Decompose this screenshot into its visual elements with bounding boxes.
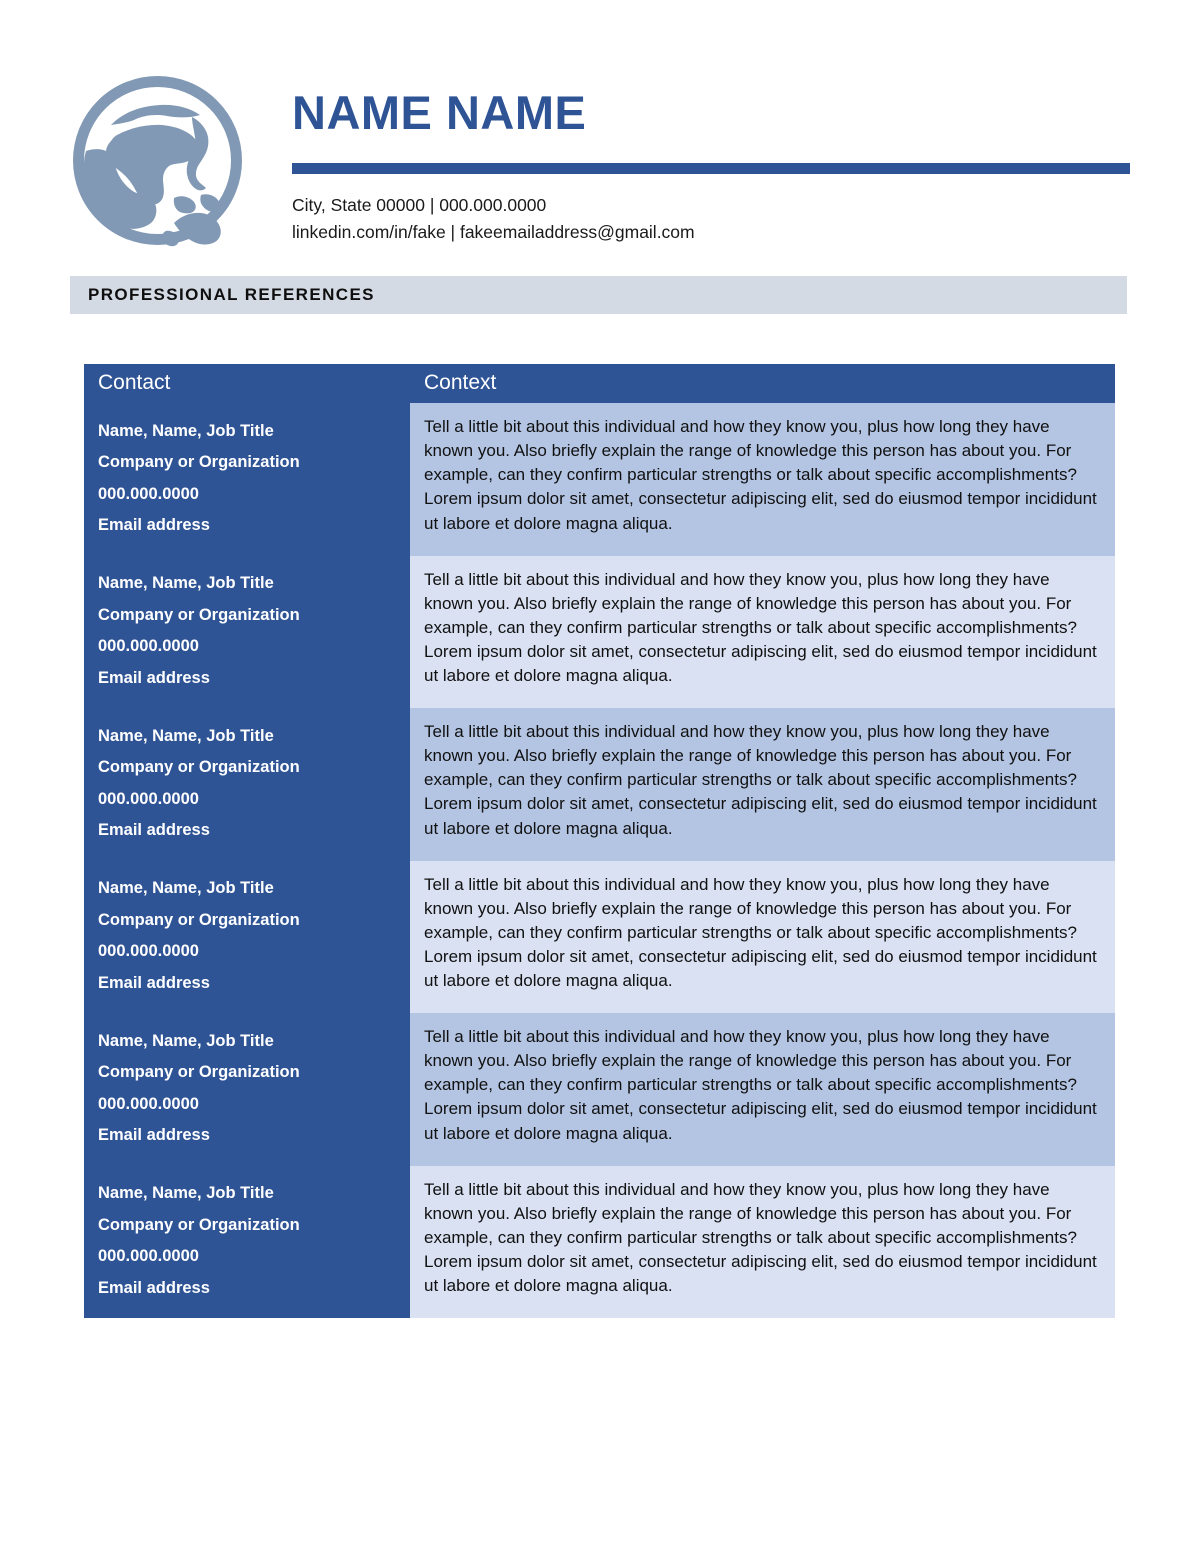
reference-context-cell: Tell a little bit about this individual and how they know you, plus how long they have known you. Also briefly explain the range of knowledge this person has about you. For example, can they confirm particular strengths or talk about specific accomplishments? Lorem ipsum dolor sit amet, consectetur adipiscing elit, sed do eiusmod tempor incididunt ut labore et dolore magna aliqua. (410, 403, 1115, 556)
reference-contact-cell (84, 708, 410, 861)
header-text-block (292, 68, 1130, 247)
reference-email: Email address (98, 1126, 210, 1145)
reference-context-cell: Tell a little bit about this individual and how they know you, plus how long they have known you. Also briefly explain the range of knowledge this person has about you. For example, can they confirm particular strengths or talk about specific accomplishments? Lorem ipsum dolor sit amet, consectetur adipiscing elit, sed do eiusmod tempor incididunt ut labore et dolore magna aliqua. (410, 556, 1115, 709)
reference-name-title: Name, Name, Job Title (98, 726, 274, 745)
reference-name-title: Name, Name, Job Title (98, 879, 274, 897)
reference-name-title: Name, Name, Job Title (98, 574, 274, 592)
contact-info (292, 192, 1130, 246)
reference-context-cell: Tell a little bit about this individual and how they know you, plus how long they have known you. Also briefly explain the range of knowledge this person has about you. For example, can they confirm particular strengths or talk about specific accomplishments? Lorem ipsum dolor sit amet, consectetur adipiscing elit, sed do eiusmod tempor incididunt ut labore et dolore magna aliqua. (410, 861, 1115, 1014)
reference-context-cell: Tell a little bit about this individual and how they know you, plus how long they have known you. Also briefly explain the range of knowledge this person has about you. For example, can they confirm particular strengths or talk about specific accomplishments? Lorem ipsum dolor sit amet, consectetur adipiscing elit, sed do eiusmod tempor incididunt ut labore et dolore magna aliqua. (410, 1166, 1115, 1319)
reference-contact-cell (84, 1166, 410, 1319)
contact-line-linkedin-email: linkedin.com/in/fake | fakeemailaddress@gmail.com (292, 222, 695, 243)
table-row (84, 403, 1115, 556)
reference-organization: Company or Organization (98, 1063, 300, 1082)
table-row (84, 861, 1115, 1014)
reference-organization: Company or Organization (98, 910, 300, 929)
table-row (84, 556, 1115, 709)
reference-phone: 000.000.0000 (98, 484, 199, 503)
section-title: PROFESSIONAL REFERENCES (88, 285, 375, 304)
contact-line-location-phone: City, State 00000 | 000.000.0000 (292, 195, 547, 216)
table-row (84, 708, 1115, 861)
reference-phone: 000.000.0000 (98, 637, 199, 656)
reference-email: Email address (98, 973, 210, 992)
reference-organization: Company or Organization (98, 605, 300, 624)
reference-name-title: Name, Name, Job Title (98, 1184, 274, 1202)
reference-email: Email address (98, 668, 210, 687)
reference-phone: 000.000.0000 (98, 942, 199, 961)
reference-phone: 000.000.0000 (98, 1094, 199, 1113)
reference-context-cell: Tell a little bit about this individual and how they know you, plus how long they have known you. Also briefly explain the range of knowledge this person has about you. For example, can they confirm particular strengths or talk about specific accomplishments? Lorem ipsum dolor sit amet, consectetur adipiscing elit, sed do eiusmod tempor incididunt ut labore et dolore magna aliqua. (410, 708, 1115, 861)
section-header-professional-references (70, 276, 1127, 314)
globe-icon (70, 73, 245, 248)
document-header (70, 68, 1130, 253)
reference-name-title: Name, Name, Job Title (98, 1031, 274, 1050)
reference-email: Email address (98, 516, 210, 535)
column-header-contact: Contact (84, 364, 410, 403)
reference-contact-cell (84, 556, 410, 709)
reference-phone: 000.000.0000 (98, 1247, 199, 1266)
reference-organization: Company or Organization (98, 1215, 300, 1234)
reference-email: Email address (98, 1278, 210, 1297)
reference-contact-cell (84, 861, 410, 1014)
references-table-body (84, 403, 1115, 1318)
reference-context-cell: Tell a little bit about this individual and how they know you, plus how long they have known you. Also briefly explain the range of knowledge this person has about you. For example, can they confirm particular strengths or talk about specific accomplishments? Lorem ipsum dolor sit amet, consectetur adipiscing elit, sed do eiusmod tempor incididunt ut labore et dolore magna aliqua. (410, 1013, 1115, 1166)
reference-organization: Company or Organization (98, 453, 300, 472)
table-header-row (84, 364, 1115, 403)
reference-contact-cell (84, 1013, 410, 1166)
title-divider-rule (292, 163, 1130, 174)
reference-phone: 000.000.0000 (98, 789, 199, 808)
reference-organization: Company or Organization (98, 758, 300, 777)
page-title: NAME NAME (292, 86, 587, 139)
table-row (84, 1166, 1115, 1319)
column-header-context: Context (410, 364, 1115, 403)
table-row (84, 1013, 1115, 1166)
reference-name-title: Name, Name, Job Title (98, 421, 274, 440)
reference-contact-cell (84, 403, 410, 556)
reference-email: Email address (98, 821, 210, 840)
references-table (84, 364, 1115, 1318)
